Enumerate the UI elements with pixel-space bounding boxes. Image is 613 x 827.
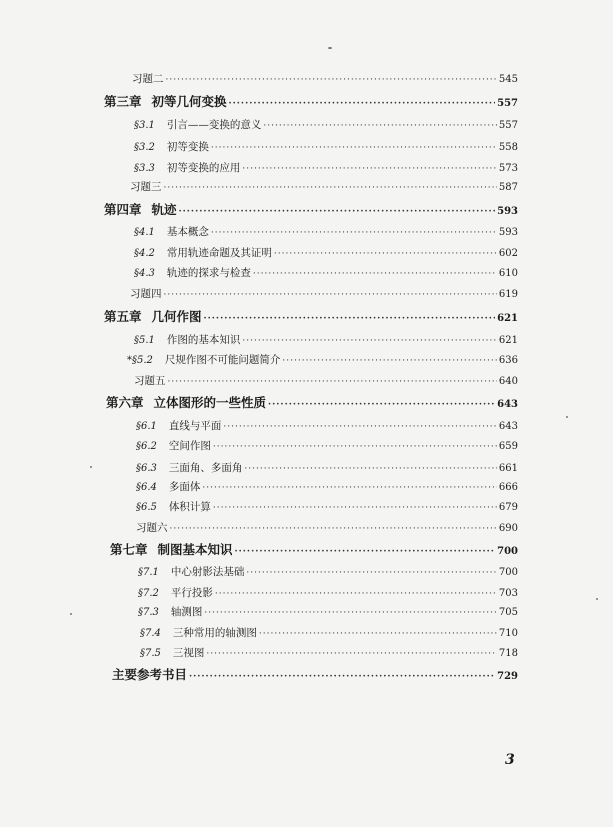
section-title: 轨迹的探求与检查: [166, 267, 251, 279]
leader-dots: [204, 309, 496, 329]
toc-entry-page: 690: [498, 523, 518, 534]
section-title: 三视图: [172, 647, 205, 659]
toc-entry-title: 习题六: [136, 522, 168, 534]
toc-entry-page: 718: [498, 648, 518, 659]
leader-dots: [168, 372, 497, 392]
leader-dots: [164, 285, 497, 305]
toc-chapter-7: [110, 540, 518, 560]
toc-entry-page: 593: [498, 227, 518, 238]
toc-entry-title: 习题五: [134, 375, 166, 387]
toc-entry-page: 640: [498, 376, 518, 387]
section-number: §3.2: [134, 142, 155, 153]
section-title: 三面角、多面角: [168, 462, 243, 474]
toc-chapter-4: [104, 200, 518, 220]
toc-entry-page: 703: [498, 588, 518, 599]
toc-entry-page: 636: [498, 355, 518, 366]
leader-dots: [213, 498, 497, 518]
toc-entry-title: 习题三: [130, 181, 162, 193]
leader-dots: [242, 159, 497, 179]
section-title: 初等变换: [166, 141, 209, 153]
toc-section-4-3: [134, 263, 518, 283]
toc-section-7-5: [140, 643, 518, 663]
section-title: 空间作图: [168, 440, 211, 452]
leader-dots: [229, 94, 496, 114]
chapter-number: 第六章: [106, 395, 144, 410]
section-title: 尺规作图不可能问题简介: [164, 354, 281, 366]
section-number: §6.5: [136, 502, 157, 513]
leader-dots: [213, 437, 497, 457]
leader-dots: [164, 178, 497, 198]
toc-entry-page: 610: [498, 268, 518, 279]
chapter-title: 制图基本知识: [157, 542, 233, 557]
leader-dots: [189, 667, 495, 687]
section-number: §7.5: [140, 648, 161, 659]
section-number: §3.3: [134, 163, 155, 174]
section-number: §6.3: [136, 463, 157, 474]
toc-section-3-2: [134, 137, 518, 157]
leader-dots: [235, 542, 496, 562]
section-title: 常用轨迹命题及其证明: [166, 247, 272, 259]
toc-exercise-5: [134, 371, 518, 391]
toc-entry-page: 705: [498, 607, 518, 618]
toc-exercise-4: [130, 284, 518, 304]
section-title: 体积计算: [168, 501, 211, 513]
section-number: §6.2: [136, 441, 157, 452]
leader-dots: [215, 584, 497, 604]
section-number: §3.1: [134, 120, 155, 131]
toc-section-7-2: [138, 583, 518, 603]
leader-dots: [223, 417, 497, 437]
toc-section-4-1: [134, 222, 518, 242]
leader-dots: [259, 624, 497, 644]
toc-chapter-6: [106, 393, 518, 413]
chapter-number: 第五章: [104, 309, 142, 324]
chapter-title: 立体图形的一些性质: [153, 395, 267, 410]
chapter-number: 第七章: [110, 542, 148, 557]
section-number: §7.3: [138, 607, 159, 618]
leader-dots: [263, 116, 497, 136]
toc-entry-page: 587: [498, 182, 518, 193]
toc-section-6-3: [136, 458, 518, 478]
leader-dots: [242, 331, 497, 351]
scan-speck: [90, 466, 92, 468]
chapter-title: 初等几何变换: [151, 94, 227, 109]
section-number: §7.4: [140, 628, 161, 639]
toc-section-5-2: [127, 350, 518, 370]
leader-dots: [166, 70, 497, 90]
scan-speck: [596, 598, 598, 600]
leader-dots: [282, 351, 497, 371]
toc-chapter-3: [104, 92, 518, 112]
toc-section-5-1: [134, 330, 518, 350]
section-number: §5.1: [134, 335, 155, 346]
chapter-number: 第三章: [104, 94, 142, 109]
page-number: 3: [505, 752, 515, 768]
toc-exercise-6: [136, 518, 518, 538]
section-number: §6.1: [136, 421, 157, 432]
leader-dots: [206, 644, 497, 664]
chapter-title: 轨迹: [151, 202, 177, 217]
leader-dots: [246, 563, 497, 583]
toc-entry-page: 593: [497, 206, 518, 217]
toc-chapter-5: [104, 307, 518, 327]
leader-dots: [274, 244, 497, 264]
toc-entry-page: 679: [498, 502, 518, 513]
toc-entry-page: 643: [498, 421, 518, 432]
section-number: §4.1: [134, 227, 155, 238]
section-number: §4.3: [134, 268, 155, 279]
toc-entry-page: 619: [498, 289, 518, 300]
toc-section-3-3: [134, 158, 518, 178]
section-number: §4.2: [134, 248, 155, 259]
toc-entry-page: 700: [498, 567, 518, 578]
toc-section-6-5: [136, 497, 518, 517]
section-title: 作图的基本知识: [166, 334, 241, 346]
leader-dots: [202, 478, 497, 498]
toc-entry-page: 545: [498, 74, 518, 85]
scan-speck: [566, 416, 568, 418]
toc-exercise-2: [132, 69, 518, 89]
toc-entry-page: 602: [498, 248, 518, 259]
toc-section-7-4: [140, 623, 518, 643]
leader-dots: [253, 264, 497, 284]
toc-entry-page: 558: [498, 142, 518, 153]
leader-dots: [244, 459, 497, 479]
leader-dots: [179, 202, 496, 222]
section-title: 引言——变换的意义: [166, 119, 262, 131]
toc-entry-page: 643: [497, 399, 518, 410]
scan-speck: [328, 47, 332, 49]
leader-dots: [211, 223, 497, 243]
toc-section-6-4: [136, 477, 518, 497]
toc-entry-page: 573: [498, 163, 518, 174]
section-title: 初等变换的应用: [166, 162, 241, 174]
section-title: 中心射影法基础: [170, 566, 245, 578]
toc-entry-page: 659: [498, 441, 518, 452]
toc-entry-title: 习题二: [132, 73, 164, 85]
toc-references: [112, 665, 518, 685]
section-title: 平行投影: [170, 587, 213, 599]
toc-entry-page: 729: [497, 671, 518, 682]
section-title: 直线与平面: [168, 420, 222, 432]
toc-entry-page: 661: [498, 463, 518, 474]
toc-entry-title: 习题四: [130, 288, 162, 300]
toc-entry-page: 666: [498, 482, 518, 493]
leader-dots: [204, 603, 497, 623]
leader-dots: [211, 138, 497, 158]
toc-entry-page: 621: [498, 335, 518, 346]
section-title: 多面体: [168, 481, 201, 493]
toc-section-4-2: [134, 243, 518, 263]
leader-dots: [268, 395, 495, 415]
toc-section-7-3: [138, 602, 518, 622]
leader-dots: [170, 519, 497, 539]
section-title: 三种常用的轴测图: [172, 627, 257, 639]
toc-entry-page: 557: [497, 98, 518, 109]
section-title: 基本概念: [166, 226, 209, 238]
toc-section-6-1: [136, 416, 518, 436]
section-number: §6.4: [136, 482, 157, 493]
section-number: §7.1: [138, 567, 159, 578]
chapter-title: 几何作图: [151, 309, 202, 324]
toc-exercise-3: [130, 177, 518, 197]
toc-entry-page: 710: [498, 628, 518, 639]
chapter-number: 第四章: [104, 202, 142, 217]
scan-speck: [70, 613, 72, 615]
section-number: *§5.2: [127, 355, 153, 366]
toc-section-6-2: [136, 436, 518, 456]
toc-section-3-1: [134, 115, 518, 135]
toc-entry-page: 557: [498, 120, 518, 131]
toc-section-7-1: [138, 562, 518, 582]
section-number: §7.2: [138, 588, 159, 599]
toc-entry-page: 621: [497, 313, 518, 324]
section-title: 轴测图: [170, 606, 203, 618]
toc-entry-title: 主要参考书目: [112, 667, 188, 682]
toc-entry-page: 700: [497, 546, 518, 557]
